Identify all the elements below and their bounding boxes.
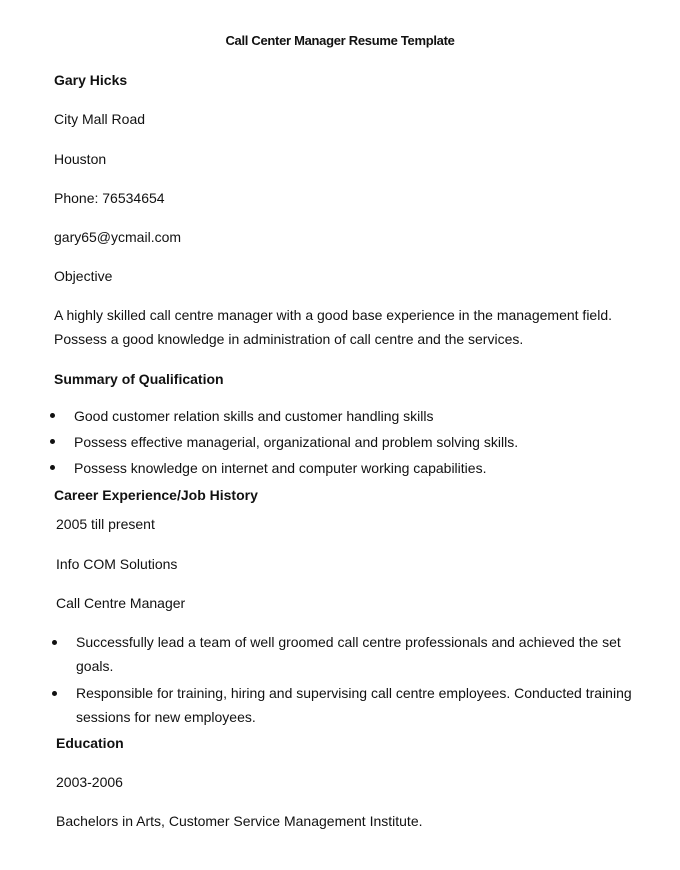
education-heading: Education [56,735,124,751]
objective-text-line-2: Possess a good knowledge in administration of call centre and the services. [54,331,524,347]
summary-heading: Summary of Qualification [54,371,224,387]
objective-text-line-1: A highly skilled call centre manager with a good base experience in the management field. [54,307,612,323]
list-item: Possess effective managerial, organizational and problem solving skills. [74,429,518,455]
career-list [76,630,632,729]
list-item: Good customer relation skills and customer handling skills [74,403,518,429]
list-item: Responsible for training, hiring and supervising call centre employees. Conducted training sessions for new employees. [76,681,632,729]
bullet-icon [50,465,55,470]
list-item: Successfully lead a team of well groomed call centre professionals and achieved the set goals. [76,630,632,678]
address-line-2: Houston [54,151,107,167]
summary-list [74,403,518,481]
education-period: 2003-2006 [56,774,123,790]
career-role: Call Centre Manager [56,595,186,611]
career-heading: Career Experience/Job History [54,487,258,503]
list-item: Possess knowledge on internet and computer working capabilities. [74,455,518,481]
document-title: Call Center Manager Resume Template [225,33,455,48]
address-line-1: City Mall Road [54,111,146,127]
email-address: gary65@ycmail.com [54,229,182,245]
bullet-icon [52,691,57,696]
career-period: 2005 till present [56,516,155,532]
career-company: Info COM Solutions [56,556,178,572]
bullet-icon [52,640,57,645]
bullet-icon [50,413,55,418]
phone-number: Phone: 76534654 [54,190,165,206]
bullet-icon [50,439,55,444]
education-degree: Bachelors in Arts, Customer Service Management Institute. [56,813,423,829]
candidate-name: Gary Hicks [54,72,128,88]
objective-heading: Objective [54,268,113,284]
